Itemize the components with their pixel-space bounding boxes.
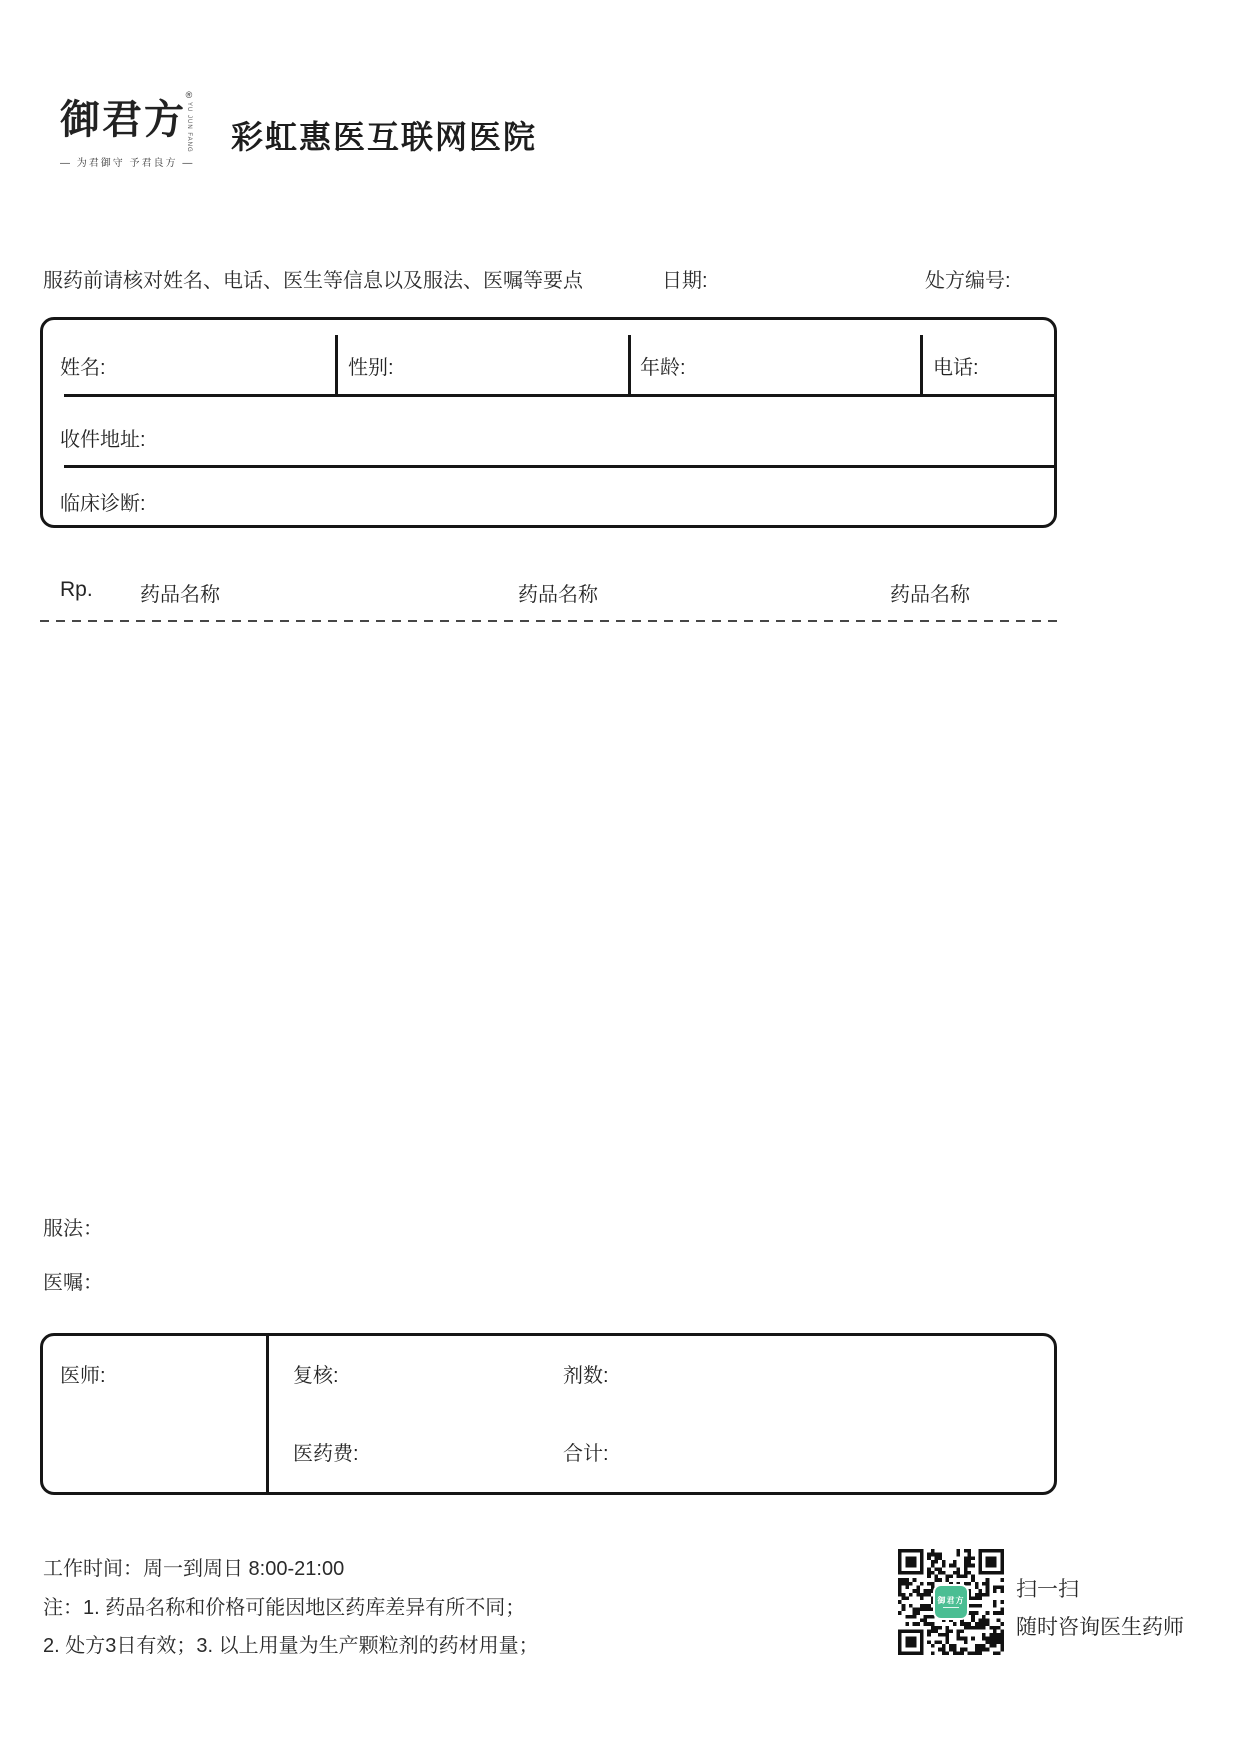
total-field-label: 合计: [563,1443,609,1465]
brand-logo-text: 御君方 [60,96,186,143]
diagnosis-field-label: 临床诊断: [60,493,146,515]
address-field-label: 收件地址: [60,429,146,451]
footer-note-2: 2. 处方3日有效；3. 以上用量为生产颗粒剂的药材用量； [43,1635,539,1657]
field-divider [920,335,923,394]
gender-field-label: 性别: [348,357,394,379]
physician-field-label: 医师: [60,1365,106,1387]
footer-note-1: 注：1. 药品名称和价格可能因地区药库差异有所不同； [43,1597,526,1619]
qr-center-logo [935,1586,967,1618]
verification-notice: 服药前请核对姓名、电话、医生等信息以及服法、医嘱等要点 [43,270,583,292]
qr-logo-underline [943,1607,959,1609]
brand-logo-latin: YU JUN FANG [186,102,192,153]
row-divider [64,465,1054,468]
scan-subtext: 随时咨询医生药师 [1016,1616,1184,1639]
dashed-separator [40,620,1057,622]
drug-name-column-header: 药品名称 [890,584,970,606]
doses-field-label: 剂数: [563,1365,609,1387]
brand-logo [60,90,210,169]
brand-tagline: — 为君御守 予君良方 — [60,158,195,169]
qr-code [898,1549,1004,1655]
row-divider [64,394,1054,397]
age-field-label: 年龄: [640,357,686,379]
brand-logo-side [182,90,196,153]
review-field-label: 复核: [293,1365,339,1387]
drug-name-column-header: 药品名称 [140,584,220,606]
signoff-box [40,1333,1057,1495]
fee-field-label: 医药费: [293,1443,359,1465]
patient-info-box [40,317,1057,528]
date-label: 日期: [662,270,708,292]
registered-trademark-icon: ® [185,90,193,100]
advice-label: 医嘱： [43,1272,103,1294]
usage-label: 服法： [43,1218,103,1240]
rp-label: Rp. [60,578,93,601]
hospital-name: 彩虹惠医互联网医院 [231,119,538,155]
qr-logo-text: 御君方 [937,1595,965,1605]
working-hours: 工作时间：周一到周日 8:00-21:00 [43,1558,345,1580]
field-divider [628,335,631,394]
name-field-label: 姓名: [60,357,106,379]
phone-field-label: 电话: [933,357,979,379]
rx-number-label: 处方编号: [925,270,1011,292]
drug-name-column-header: 药品名称 [518,584,598,606]
field-divider [266,1336,269,1492]
scan-label: 扫一扫 [1016,1578,1079,1601]
field-divider [335,335,338,394]
